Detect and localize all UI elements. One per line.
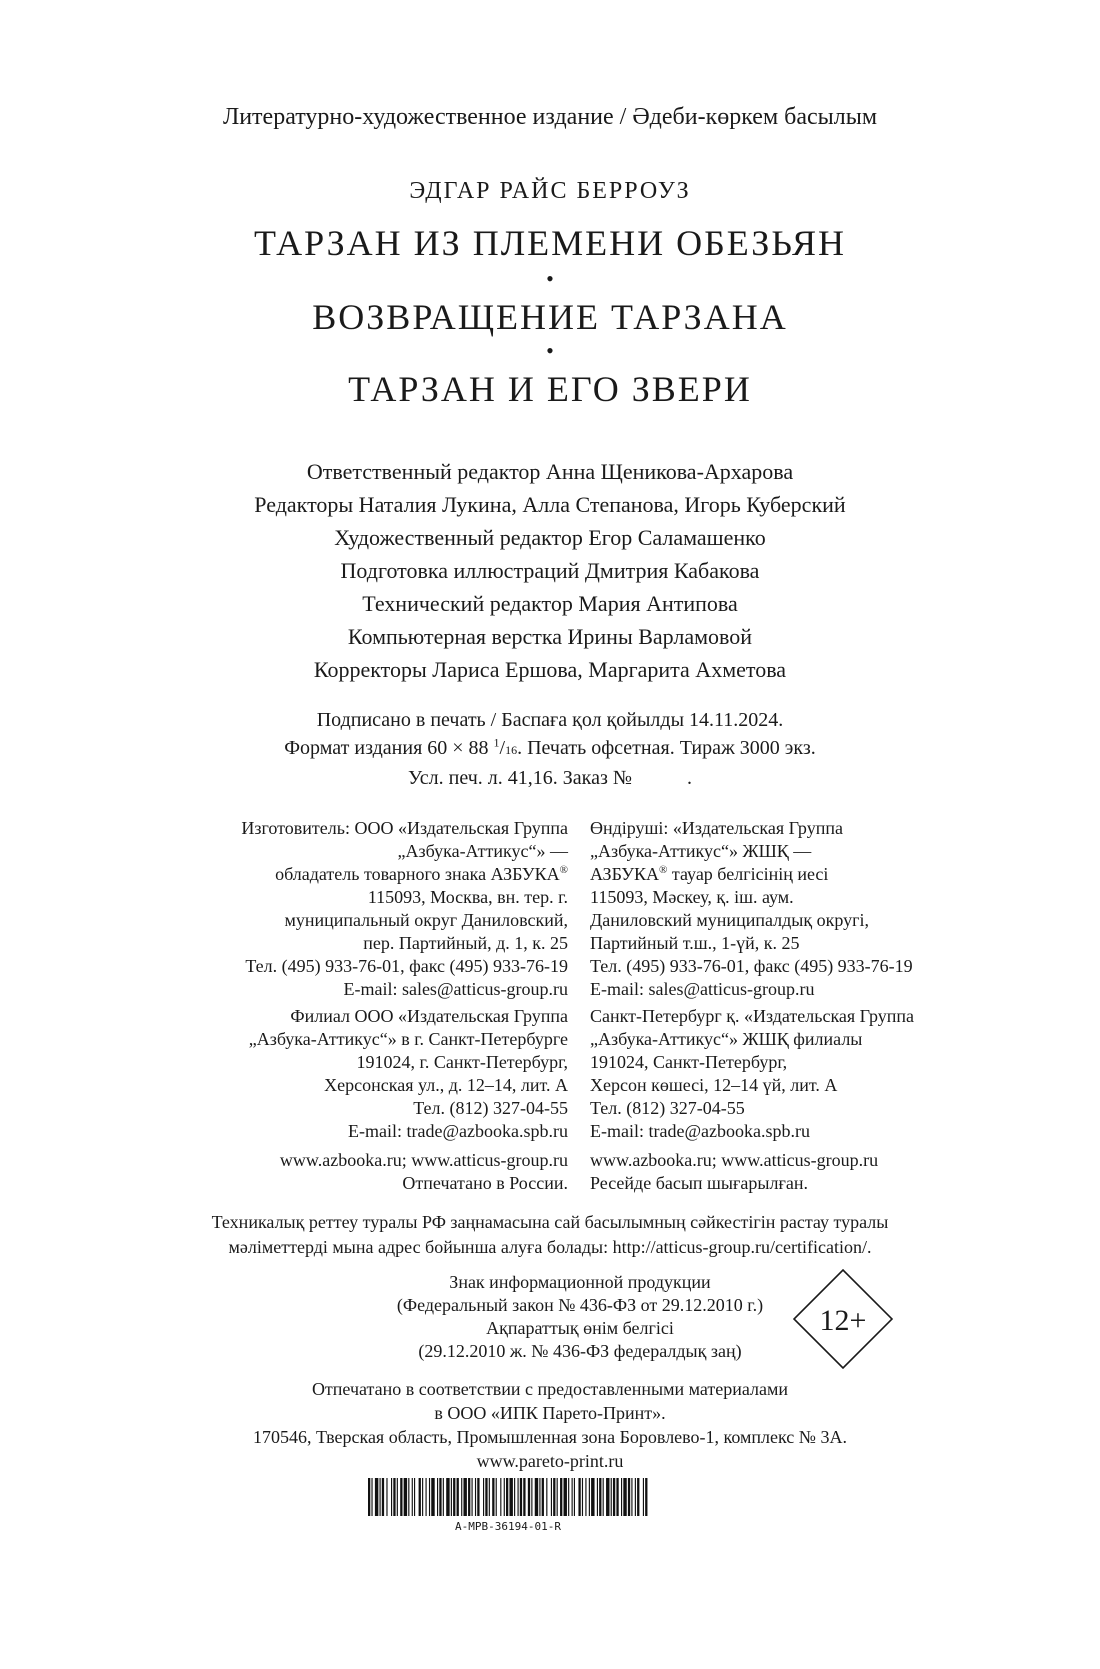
print-info [0,706,1100,792]
imprint-type: Литературно-художественное издание / Әдеби-көркем басылым [222,104,878,130]
age-rating-icon [793,1269,893,1369]
barcode-bar [572,1478,573,1516]
credit-line: Корректоры Лариса Ершова, Маргарита Ахметова [313,657,787,682]
barcode-bar [391,1478,392,1516]
barcode-bar [504,1478,505,1516]
barcode-bar [485,1478,487,1516]
printer-info: Отпечатано в соответствии с предоставленными материалами в ООО «ИПК Парето-Принт». 170546, Тверская область, Промышленная зона Боровлево-1, комплекс № 3А. www.pareto-print.ru [253,1379,847,1471]
barcode-bar [386,1478,387,1516]
barcode-bar [645,1478,647,1516]
barcode-bar [453,1478,455,1516]
format-line: Формат издания 60 × 88 $^1$/16. Печать офсетная. Тираж 3000 экз. [284,735,816,759]
barcode-bar [628,1478,630,1516]
barcode-bar [539,1478,540,1516]
barcode-bar [603,1478,604,1516]
branch-ru: Филиал ООО «Издательская Группа „Азбука-Аттикус“» в г. Санкт-Петербурге 191024, г. Санкт-Петербург, Херсонская ул., д. 12–14, лит. А Тел. (812) 327-04-55 E-mail: trade@azbooka.spb.ru [248,1006,568,1141]
barcode-bar [635,1478,636,1516]
barcode-bar [439,1478,441,1516]
barcode-bar [578,1478,580,1516]
credit-line: Технический редактор Мария Антипова [362,591,738,616]
barcode-bar [483,1478,484,1516]
barcode-bar [553,1478,555,1516]
barcode-bar [531,1478,532,1516]
barcode-bar [606,1478,609,1516]
barcode-bar [463,1478,466,1516]
barcode-bar [477,1478,479,1516]
book-title-2: ВОЗВРАЩЕНИЕ ТАРЗАНА [312,297,788,337]
age-rating-label: 12+ [819,1304,867,1337]
barcode-bar [451,1478,452,1516]
barcode-bar [426,1478,427,1516]
barcode-bar [551,1478,552,1516]
barcode-bar [585,1478,586,1516]
barcode-bar [400,1478,402,1516]
barcode-bar [514,1478,515,1516]
barcode-bar [431,1478,434,1516]
barcode-bar [492,1478,494,1516]
credit-line: Ответственный редактор Анна Щеникова-Архарова [306,459,794,484]
barcode-bar [457,1478,459,1516]
barcode-bar [564,1478,567,1516]
barcode-bar [443,1478,444,1516]
barcode-bar [468,1478,470,1516]
barcode-bar [616,1478,618,1516]
branch-kz: Санкт-Петербург қ. «Издательская Группа „Азбука-Аттикус“» ЖШҚ филиалы 191024, Санкт-Петербург, Херсон көшесі, 12–14 үй, лит. А Тел. (812) 327-04-55 E-mail: trade@azbooka.spb.ru [590,1006,914,1141]
barcode-bar [631,1478,632,1516]
barcode-bar [412,1478,413,1516]
barcode-bar [500,1478,501,1516]
barcode-bar [528,1478,530,1516]
manufacturer-email-ru: E-mail: sales@atticus-group.ru [343,979,568,999]
barcode-bar [611,1478,612,1516]
barcode-bar [368,1478,370,1516]
manufacturer-kz: Өндіруші: «Издательская Группа „Азбука-Аттикус“» ЖШҚ — АЗБУКА® тауар белгісінің иесі 115093, Мәскеу, қ. іш. аум. Даниловский муниципалдық округі, Партийный т.ш., 1-үй, к. 25 Тел. (495) 933-76-01, факс (495) 933-76-19 E-mail: sales@atticus-group.ru [590,818,913,999]
barcode-bar [613,1478,615,1516]
author-name: ЭДГАР РАЙС БЕРРОУЗ [409,178,691,204]
book-title-1: ТАРЗАН ИЗ ПЛЕМЕНИ ОБЕЗЬЯН [253,223,847,263]
barcode-bar [535,1478,538,1516]
barcode-bar [414,1478,415,1516]
barcode-bar [546,1478,547,1516]
websites-kz: www.azbooka.ru; www.atticus-group.ru Ресейде басып шығарылған. [590,1150,879,1193]
barcode-bar [408,1478,409,1516]
credit-line: Подготовка иллюстраций Дмитрия Кабакова [340,558,760,583]
title-separator-1: • [546,266,554,291]
barcode-bar [422,1478,423,1516]
branch-email-ru: E-mail: trade@azbooka.spb.ru [348,1121,568,1141]
websites-ru: www.azbooka.ru; www.atticus-group.ru Отпечатано в России. [279,1150,568,1193]
barcode-bar [568,1478,569,1516]
manufacturer-email-kz: E-mail: sales@atticus-group.ru [590,979,815,999]
barcode-bar [461,1478,462,1516]
signed-date: Подписано в печать / Баспаға қол қойылды 14.11.2024. [316,709,784,731]
barcode-bar [623,1478,626,1516]
title-separator-2: • [546,338,554,363]
barcode-bar [496,1478,497,1516]
barcode-bar [591,1478,594,1516]
barcode-bar [582,1478,583,1516]
barcode-bar [437,1478,438,1516]
barcode-bar [574,1478,575,1516]
barcode-bar [557,1478,558,1516]
barcode-bar [542,1478,544,1516]
barcode-bar [371,1478,372,1516]
barcode-bar [506,1478,508,1516]
barcode-bar [509,1478,512,1516]
credit-line: Художественный редактор Егор Саламашенко [334,525,766,550]
barcode-bar [523,1478,525,1516]
barcode-bar [489,1478,490,1516]
order-line: Усл. печ. л. 41,16. Заказ № . [408,767,692,789]
age-mark-text: Знак информационной продукции (Федеральный закон № 436-ФЗ от 29.12.2010 г.) Ақпараттық өнім белгісі (29.12.2010 ж. № 436-ФЗ федералдық заң) [396,1272,764,1361]
book-title-3: ТАРЗАН И ЕГО ЗВЕРИ [348,369,752,409]
certification-note: Техникалық реттеу туралы РФ заңнамасына сай басылымның сәйкестігін растау туралы мәліметтерді мына адрес бойынша алуға болады: http://atticus-group.ru/certification/. [211,1212,889,1257]
barcode-bar [643,1478,644,1516]
barcode-bar [419,1478,421,1516]
barcode-bar [393,1478,395,1516]
barcode-bar [560,1478,562,1516]
barcode-bar [382,1478,384,1516]
credit-line: Редакторы Наталия Лукина, Алла Степанова, Игорь Куберский [254,492,846,517]
barcode-bar [397,1478,398,1516]
barcode-bar [597,1478,598,1516]
barcode-bar [637,1478,639,1516]
credits-block [0,455,1100,686]
barcode-bar [589,1478,590,1516]
barcode-bar [520,1478,522,1516]
barcode-bar [446,1478,449,1516]
barcode-bar [429,1478,430,1516]
branch-email-kz: E-mail: trade@azbooka.spb.ru [590,1121,810,1141]
barcode-bar [621,1478,622,1516]
barcode-bar [518,1478,519,1516]
manufacturer-ru: Изготовитель: ООО «Издательская Группа „Азбука-Аттикус“» — обладатель товарного знака АЗБУКА® 115093, Москва, вн. тер. г. муниципальный округ Даниловский, пер. Партийный, д. 1, к. 25 Тел. (495) 933-76-01, факс (495) 933-76-19 E-mail: sales@atticus-group.ru [241,818,568,999]
barcode-bar [375,1478,378,1516]
barcode-icon [368,1478,648,1516]
barcode-bar [404,1478,407,1516]
barcode-bar [472,1478,473,1516]
credit-line: Компьютерная верстка Ирины Варламовой [347,624,753,649]
barcode-bar [599,1478,601,1516]
barcode-bar [475,1478,476,1516]
barcode-caption: A-MPB-36194-01-R [455,1520,561,1533]
barcode-bar [380,1478,381,1516]
